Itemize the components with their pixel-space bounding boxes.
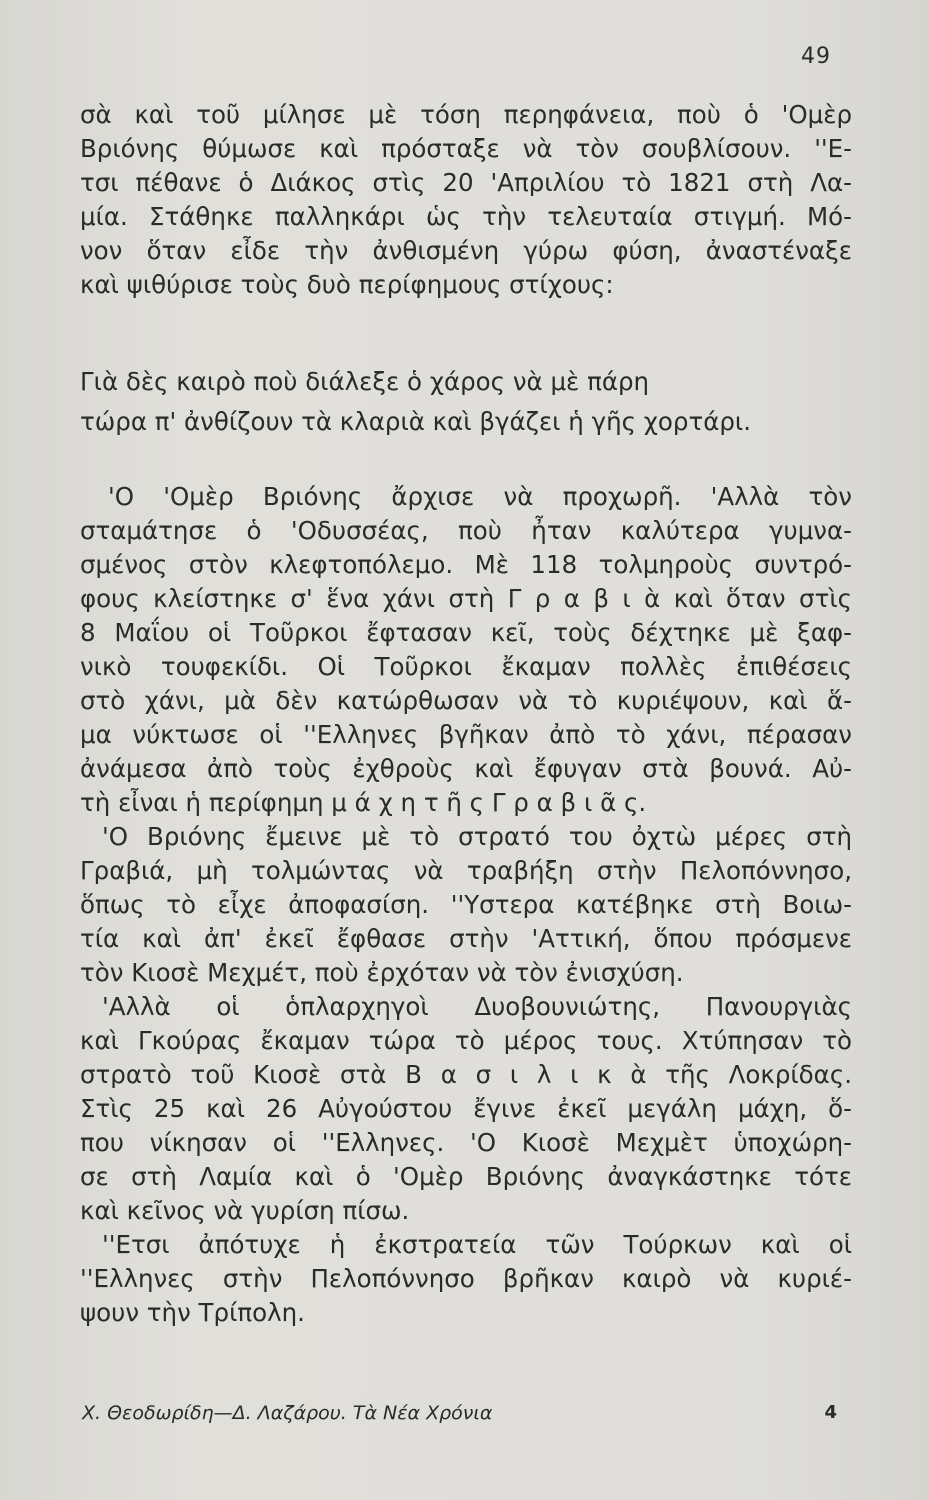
main-text — [80, 480, 852, 1330]
text-line: που νίκησαν οἱ ''Ελληνες. 'Ο Κιοσὲ Μεχμὲτ ὑποχώρη- — [80, 1128, 852, 1157]
text-line: ἀνάμεσα ἀπὸ τοὺς ἐχθροὺς καὶ ἔφυγαν στὰ βουνά. Αὐ- — [80, 754, 852, 783]
paragraph-4 — [80, 990, 852, 1228]
text-line: σε στὴ Λαμία καὶ ὁ 'Ομὲρ Βριόνης ἀναγκάστηκε τότε — [80, 1162, 852, 1191]
text-line: τσι πέθανε ὁ Διάκος στὶς 20 'Απριλίου τὸ 1821 στὴ Λα- — [80, 168, 852, 197]
poem-verse — [80, 362, 852, 442]
text-line: στρατὸ τοῦ Κιοσὲ στὰ Β α σ ι λ ι κ ὰ τῆς Λοκρίδας. — [80, 1060, 852, 1089]
text-line: καὶ ψιθύρισε τοὺς δυὸ περίφημους στίχους: — [80, 270, 614, 299]
text-line: καὶ κεῖνος νὰ γυρίση πίσω. — [80, 1196, 410, 1225]
text-line: ''Ετσι ἀπότυχε ἡ ἐκστρατεία τῶν Τούρκων καὶ οἱ — [102, 1230, 852, 1259]
text-line: σὰ καὶ τοῦ μίλησε μὲ τόση περηφάνεια, ποὺ ὁ 'Ομὲρ — [80, 100, 852, 129]
text-line: τὴ εἶναι ἡ περίφημη μ ά χ η τ ῆ ς Γ ρ α β ι ᾶ ς. — [80, 788, 647, 817]
text-line: ''Ελληνες στὴν Πελοπόννησο βρῆκαν καιρὸ νὰ κυριέ- — [80, 1264, 852, 1293]
text-line: νον ὅταν εἶδε τὴν ἀνθισμένη γύρω φύση, ἀναστέναξε — [80, 236, 852, 265]
text-line: καὶ Γκούρας ἔκαμαν τώρα τὸ μέρος τους. Χτύπησαν τὸ — [80, 1026, 852, 1055]
text-line: ὅπως τὸ εἶχε ἀποφασίση. ''Υστερα κατέβηκε στὴ Βοιω- — [80, 890, 852, 919]
footer-citation: Χ. Θεοδωρίδη—Δ. Λαζάρου. Τὰ Νέα Χρόνια — [82, 1402, 493, 1424]
text-line: μία. Στάθηκε παλληκάρι ὡς τὴν τελευταία στιγμή. Μό- — [80, 202, 852, 231]
text-line: Γραβιά, μὴ τολμώντας νὰ τραβήξη στὴν Πελοπόννησο, — [80, 856, 852, 885]
text-line: Βριόνης θύμωσε καὶ πρόσταξε νὰ τὸν σουβλίσουν. ''Ε- — [80, 134, 852, 163]
text-line: φους κλείστηκε σ' ἕνα χάνι στὴ Γ ρ α β ι ὰ καὶ ὅταν στὶς — [80, 584, 852, 613]
text-line: Στὶς 25 καὶ 26 Αὐγούστου ἔγινε ἐκεῖ μεγάλη μάχη, ὅ- — [80, 1094, 852, 1123]
text-line: 'Ο Βριόνης ἔμεινε μὲ τὸ στρατό του ὀχτὼ μέρες στὴ — [102, 822, 852, 851]
text-line: 'Αλλὰ οἱ ὁπλαρχηγοὶ Δυοβουνιώτης, Πανουργιὰς — [102, 992, 852, 1021]
text-line: ψουν τὴν Τρίπολη. — [80, 1298, 305, 1327]
paragraph-2 — [80, 480, 852, 820]
paragraph-5 — [80, 1228, 852, 1330]
page-number: 49 — [801, 44, 831, 69]
verse-line: τώρα π' ἀνθίζουν τὰ κλαριὰ καὶ βγάζει ἡ γῆς χορτάρι. — [80, 407, 751, 436]
paragraph-1 — [80, 98, 852, 302]
text-line: στὸ χάνι, μὰ δὲν κατώρθωσαν νὰ τὸ κυριέψουν, καὶ ἅ- — [80, 686, 852, 715]
page-footer — [82, 1402, 837, 1424]
text-line: 'Ο 'Ομὲρ Βριόνης ἄρχισε νὰ προχωρῆ. 'Αλλὰ τὸν — [108, 482, 852, 511]
verse-line: Γιὰ δὲς καιρὸ ποὺ διάλεξε ὁ χάρος νὰ μὲ πάρη — [80, 367, 650, 396]
paragraph-3 — [80, 820, 852, 990]
text-line: σμένος στὸν κλεφτοπόλεμο. Μὲ 118 τολμηροὺς συντρό- — [80, 550, 852, 579]
text-line: σταμάτησε ὁ 'Οδυσσέας, ποὺ ἦταν καλύτερα γυμνα- — [80, 516, 852, 545]
text-line: τὸν Κιοσὲ Μεχμέτ, ποὺ ἐρχόταν νὰ τὸν ἐνισχύση. — [80, 958, 684, 987]
signature-mark: 4 — [824, 1402, 837, 1423]
text-line: μα νύκτωσε οἱ ''Ελληνες βγῆκαν ἀπὸ τὸ χάνι, πέρασαν — [80, 720, 852, 749]
text-line: 8 Μαΐου οἱ Τοῦρκοι ἔφτασαν κεῖ, τοὺς δέχτηκε μὲ ξαφ- — [80, 618, 852, 647]
text-line: νικὸ τουφεκίδι. Οἱ Τοῦρκοι ἔκαμαν πολλὲς ἐπιθέσεις — [80, 652, 852, 681]
text-line: τία καὶ ἀπ' ἐκεῖ ἔφθασε στὴν 'Αττική, ὅπου πρόσμενε — [80, 924, 852, 953]
